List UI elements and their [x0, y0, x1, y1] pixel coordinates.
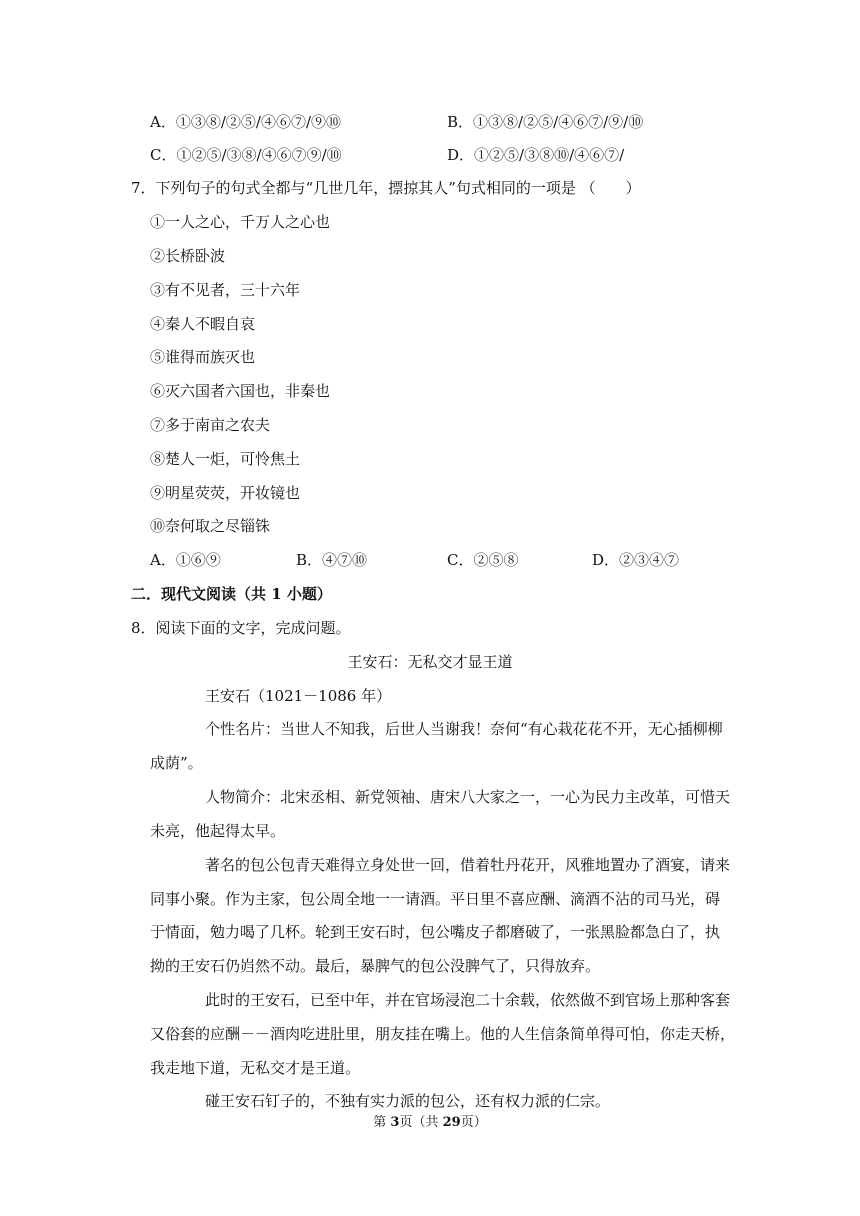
para1-line1: 个性名片：当世人不知我，后世人当谢我！奈何“有心栽花花不开，无心插柳柳	[205, 720, 723, 738]
para2-line1: 人物简介：北宋丞相、新党领袖、唐宋八大家之一，一心为民力主改革，可惜天	[205, 788, 731, 806]
section-heading: 二．现代文阅读（共 1 小题）	[131, 585, 332, 603]
q7-item-9: ⑨明星荧荧，开妆镜也	[150, 484, 301, 502]
q7-item-8: ⑧楚人一炬，可怜焦土	[150, 450, 301, 468]
q7-item-7: ⑦多于南亩之农夫	[150, 416, 271, 434]
q8-stem: 8．阅读下面的文字，完成问题。	[131, 619, 351, 637]
q7-item-10: ⑩奈何取之尽锱铢	[150, 517, 271, 535]
footer-suffix: 页）	[460, 1115, 487, 1130]
para4-line3: 我走地下道，无私交才是王道。	[150, 1059, 361, 1077]
para4-line2: 又俗套的应酬－－酒肉吃进肚里，朋友挂在嘴上。他的人生信条简单得可怕，你走天桥，	[150, 1025, 736, 1043]
q7-option-a: A．①⑥⑨	[150, 551, 221, 569]
para2-line2: 未亮，他起得太早。	[150, 822, 286, 840]
q7-stem: 7．下列句子的句式全都与“几世几年，摽掠其人”句式相同的一项是 （ ）	[131, 179, 641, 197]
q7-item-4: ④秦人不暇自哀	[150, 315, 256, 333]
q6-option-a: A．①③⑧/②⑤/④⑥⑦/⑨⑩	[150, 113, 341, 131]
article-dates: 王安石（1021－1086 年）	[205, 687, 392, 705]
q7-option-b: B．④⑦⑩	[296, 551, 368, 569]
para1-line2: 成荫”。	[150, 754, 203, 772]
q7-item-3: ③有不见者，三十六年	[150, 281, 301, 299]
q7-item-2: ②长桥卧波	[150, 247, 226, 265]
footer-total-pages: 29	[442, 1115, 461, 1130]
para5-line1: 碰王安石钉子的，不独有实力派的包公，还有权力派的仁宗。	[205, 1092, 611, 1110]
para4-line1: 此时的王安石，已至中年，并在官场浸泡二十余载，依然做不到官场上那种客套	[205, 991, 731, 1009]
q7-item-1: ①一人之心，千万人之心也	[150, 213, 331, 231]
para3-line4: 拗的王安石仍岿然不动。最后，暴脾气的包公没脾气了，只得放弃。	[150, 957, 601, 975]
footer-page-number: 3	[390, 1115, 400, 1130]
page-footer	[0, 1114, 860, 1132]
para3-line1: 著名的包公包青天难得立身处世一回，借着牡丹花开，风雅地置办了酒宴，请来	[205, 856, 731, 874]
q6-option-b: B．①③⑧/②⑤/④⑥⑦/⑨/⑩	[447, 113, 644, 131]
article-title: 王安石：无私交才显王道	[347, 653, 513, 671]
para3-line2: 同事小聚。作为主家，包公周全地一一请酒。平日里不喜应酬、滴酒不沾的司马光，碍	[150, 890, 721, 908]
q7-option-c: C．②⑤⑧	[447, 551, 519, 569]
q7-item-6: ⑥灭六国者六国也，非秦也	[150, 382, 331, 400]
footer-prefix: 第	[373, 1115, 391, 1130]
para3-line3: 于情面，勉力喝了几杯。轮到王安石时，包公嘴皮子都磨破了，一张黑脸都急白了，执	[150, 923, 721, 941]
q7-option-d: D．②③④⑦	[592, 551, 680, 569]
q6-option-c: C．①②⑤/③⑧/④⑥⑦⑨/⑩	[150, 146, 342, 164]
q7-item-5: ⑤谁得而族灭也	[150, 348, 256, 366]
q6-option-d: D．①②⑤/③⑧⑩/④⑥⑦/	[447, 146, 625, 164]
footer-middle: 页（共	[399, 1115, 443, 1130]
